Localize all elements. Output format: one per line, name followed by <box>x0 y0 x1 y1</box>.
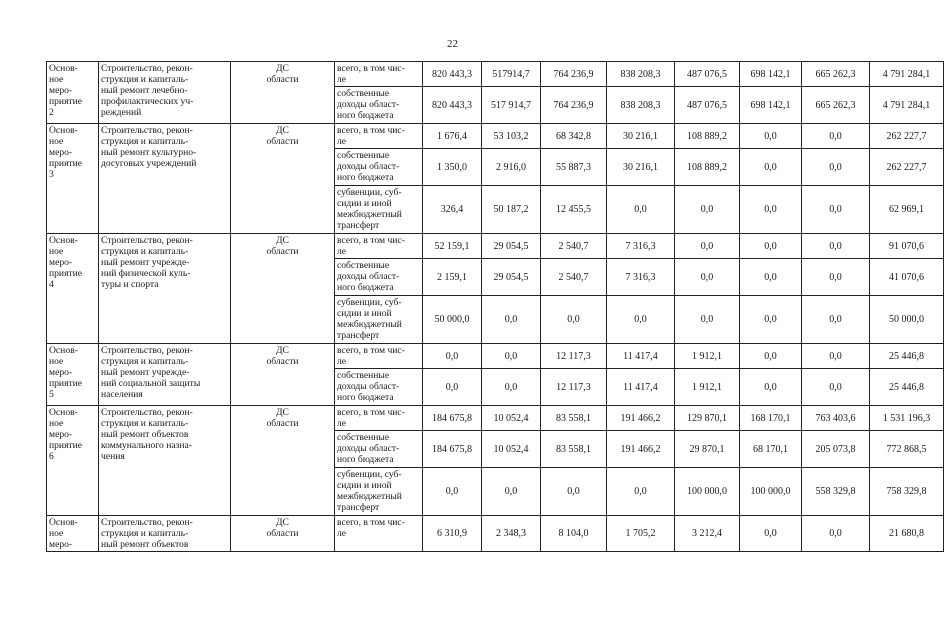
amount-cell: 91 070,6 <box>870 234 944 259</box>
amount-cell: 0,0 <box>740 369 802 406</box>
amount-cell: 758 329,8 <box>870 468 944 516</box>
funding-type-cell: собственные доходы област- ного бюджета <box>335 431 423 468</box>
amount-cell: 100 000,0 <box>675 468 740 516</box>
amount-cell: 11 417,4 <box>607 369 675 406</box>
amount-cell: 764 236,9 <box>541 87 607 124</box>
funding-type-cell: собственные доходы област- ного бюджета <box>335 369 423 406</box>
table-row <box>47 406 944 431</box>
budget-table <box>46 61 944 552</box>
amount-cell: 29 054,5 <box>482 259 541 296</box>
funding-type-cell: субвенции, суб- сидии и иной межбюджетный трансферт <box>335 186 423 234</box>
amount-cell: 11 417,4 <box>607 344 675 369</box>
activity-cell: Основ- ное меро- приятие 4 <box>47 234 99 344</box>
amount-cell: 1 912,1 <box>675 369 740 406</box>
amount-cell: 2 540,7 <box>541 234 607 259</box>
amount-cell: 68 342,8 <box>541 124 607 149</box>
activity-name-cell: Строительство, рекон- струкция и капиталь- ный ремонт учрежде- ний физической куль- туры и спорта <box>99 234 231 344</box>
amount-cell: 100 000,0 <box>740 468 802 516</box>
amount-cell: 3 212,4 <box>675 516 740 552</box>
amount-cell: 0,0 <box>802 259 870 296</box>
amount-cell: 0,0 <box>423 344 482 369</box>
amount-cell: 205 073,8 <box>802 431 870 468</box>
amount-cell: 487 076,5 <box>675 87 740 124</box>
amount-cell: 262 227,7 <box>870 149 944 186</box>
amount-cell: 55 887,3 <box>541 149 607 186</box>
amount-cell: 0,0 <box>740 516 802 552</box>
funding-type-cell: всего, в том чис- ле <box>335 516 423 552</box>
amount-cell: 838 208,3 <box>607 87 675 124</box>
amount-cell: 83 558,1 <box>541 431 607 468</box>
amount-cell: 517 914,7 <box>482 87 541 124</box>
amount-cell: 25 446,8 <box>870 369 944 406</box>
amount-cell: 108 889,2 <box>675 124 740 149</box>
amount-cell: 772 868,5 <box>870 431 944 468</box>
funding-type-cell: всего, в том чис- ле <box>335 406 423 431</box>
activity-name-cell: Строительство, рекон- струкция и капиталь- ный ремонт культурно- досуговых учреждений <box>99 124 231 234</box>
funding-source-cell: ДС области <box>231 62 335 124</box>
amount-cell: 0,0 <box>802 186 870 234</box>
amount-cell: 0,0 <box>675 259 740 296</box>
amount-cell: 4 791 284,1 <box>870 87 944 124</box>
funding-type-cell: субвенции, суб- сидии и иной межбюджетный трансферт <box>335 468 423 516</box>
amount-cell: 0,0 <box>423 468 482 516</box>
amount-cell: 1 350,0 <box>423 149 482 186</box>
amount-cell: 12 455,5 <box>541 186 607 234</box>
amount-cell: 30 216,1 <box>607 124 675 149</box>
amount-cell: 665 262,3 <box>802 62 870 87</box>
funding-type-cell: собственные доходы област- ного бюджета <box>335 149 423 186</box>
amount-cell: 0,0 <box>740 124 802 149</box>
amount-cell: 0,0 <box>482 468 541 516</box>
amount-cell: 0,0 <box>802 124 870 149</box>
amount-cell: 1 676,4 <box>423 124 482 149</box>
amount-cell: 0,0 <box>482 296 541 344</box>
amount-cell: 10 052,4 <box>482 406 541 431</box>
amount-cell: 0,0 <box>740 259 802 296</box>
amount-cell: 191 466,2 <box>607 431 675 468</box>
amount-cell: 168 170,1 <box>740 406 802 431</box>
amount-cell: 0,0 <box>740 234 802 259</box>
amount-cell: 10 052,4 <box>482 431 541 468</box>
table-row <box>47 124 944 149</box>
amount-cell: 0,0 <box>740 296 802 344</box>
amount-cell: 1 705,2 <box>607 516 675 552</box>
amount-cell: 83 558,1 <box>541 406 607 431</box>
amount-cell: 2 916,0 <box>482 149 541 186</box>
amount-cell: 184 675,8 <box>423 431 482 468</box>
amount-cell: 262 227,7 <box>870 124 944 149</box>
amount-cell: 2 348,3 <box>482 516 541 552</box>
amount-cell: 698 142,1 <box>740 87 802 124</box>
amount-cell: 108 889,2 <box>675 149 740 186</box>
funding-type-cell: собственные доходы област- ного бюджета <box>335 259 423 296</box>
amount-cell: 4 791 284,1 <box>870 62 944 87</box>
amount-cell: 29 054,5 <box>482 234 541 259</box>
amount-cell: 25 446,8 <box>870 344 944 369</box>
amount-cell: 0,0 <box>740 186 802 234</box>
amount-cell: 0,0 <box>423 369 482 406</box>
activity-cell: Основ- ное меро- приятие 3 <box>47 124 99 234</box>
amount-cell: 665 262,3 <box>802 87 870 124</box>
amount-cell: 50 000,0 <box>870 296 944 344</box>
amount-cell: 0,0 <box>802 344 870 369</box>
amount-cell: 41 070,6 <box>870 259 944 296</box>
page-number: 22 <box>447 38 458 50</box>
funding-source-cell: ДС области <box>231 234 335 344</box>
amount-cell: 763 403,6 <box>802 406 870 431</box>
amount-cell: 6 310,9 <box>423 516 482 552</box>
funding-source-cell: ДС области <box>231 406 335 516</box>
activity-cell: Основ- ное меро- приятие 5 <box>47 344 99 406</box>
activity-name-cell: Строительство, рекон- струкция и капиталь- ный ремонт объектов коммунального назна- чения <box>99 406 231 516</box>
funding-type-cell: всего, в том чис- ле <box>335 344 423 369</box>
amount-cell: 12 117,3 <box>541 369 607 406</box>
funding-type-cell: субвенции, суб- сидии и иной межбюджетный трансферт <box>335 296 423 344</box>
amount-cell: 0,0 <box>802 296 870 344</box>
amount-cell: 184 675,8 <box>423 406 482 431</box>
amount-cell: 764 236,9 <box>541 62 607 87</box>
table-row <box>47 516 944 552</box>
amount-cell: 0,0 <box>675 296 740 344</box>
amount-cell: 326,4 <box>423 186 482 234</box>
amount-cell: 0,0 <box>675 186 740 234</box>
amount-cell: 12 117,3 <box>541 344 607 369</box>
amount-cell: 0,0 <box>541 296 607 344</box>
amount-cell: 820 443,3 <box>423 62 482 87</box>
activity-cell: Основ- ное меро- <box>47 516 99 552</box>
amount-cell: 0,0 <box>675 234 740 259</box>
funding-source-cell: ДС области <box>231 516 335 552</box>
amount-cell: 62 969,1 <box>870 186 944 234</box>
amount-cell: 0,0 <box>740 149 802 186</box>
table-row <box>47 62 944 87</box>
amount-cell: 0,0 <box>802 369 870 406</box>
amount-cell: 0,0 <box>482 344 541 369</box>
amount-cell: 30 216,1 <box>607 149 675 186</box>
activity-cell: Основ- ное меро- приятие 2 <box>47 62 99 124</box>
funding-source-cell: ДС области <box>231 344 335 406</box>
amount-cell: 1 531 196,3 <box>870 406 944 431</box>
table-row <box>47 344 944 369</box>
amount-cell: 191 466,2 <box>607 406 675 431</box>
amount-cell: 129 870,1 <box>675 406 740 431</box>
amount-cell: 0,0 <box>740 344 802 369</box>
amount-cell: 2 159,1 <box>423 259 482 296</box>
funding-type-cell: всего, в том чис- ле <box>335 234 423 259</box>
amount-cell: 52 159,1 <box>423 234 482 259</box>
amount-cell: 0,0 <box>802 234 870 259</box>
amount-cell: 0,0 <box>541 468 607 516</box>
amount-cell: 8 104,0 <box>541 516 607 552</box>
amount-cell: 53 103,2 <box>482 124 541 149</box>
activity-cell: Основ- ное меро- приятие 6 <box>47 406 99 516</box>
funding-type-cell: собственные доходы област- ного бюджета <box>335 87 423 124</box>
amount-cell: 0,0 <box>802 149 870 186</box>
amount-cell: 7 316,3 <box>607 234 675 259</box>
amount-cell: 838 208,3 <box>607 62 675 87</box>
amount-cell: 0,0 <box>607 296 675 344</box>
amount-cell: 68 170,1 <box>740 431 802 468</box>
amount-cell: 487 076,5 <box>675 62 740 87</box>
activity-name-cell: Строительство, рекон- струкция и капиталь- ный ремонт лечебно- профилактических уч- реждений <box>99 62 231 124</box>
amount-cell: 0,0 <box>482 369 541 406</box>
table-row <box>47 234 944 259</box>
amount-cell: 50 187,2 <box>482 186 541 234</box>
amount-cell: 21 680,8 <box>870 516 944 552</box>
amount-cell: 0,0 <box>802 516 870 552</box>
amount-cell: 29 870,1 <box>675 431 740 468</box>
activity-name-cell: Строительство, рекон- струкция и капиталь- ный ремонт учрежде- ний социальной защиты населения <box>99 344 231 406</box>
activity-name-cell: Строительство, рекон- струкция и капиталь- ный ремонт объектов <box>99 516 231 552</box>
amount-cell: 517914,7 <box>482 62 541 87</box>
funding-source-cell: ДС области <box>231 124 335 234</box>
amount-cell: 2 540,7 <box>541 259 607 296</box>
amount-cell: 558 329,8 <box>802 468 870 516</box>
amount-cell: 698 142,1 <box>740 62 802 87</box>
amount-cell: 50 000,0 <box>423 296 482 344</box>
amount-cell: 0,0 <box>607 468 675 516</box>
amount-cell: 0,0 <box>607 186 675 234</box>
amount-cell: 1 912,1 <box>675 344 740 369</box>
funding-type-cell: всего, в том чис- ле <box>335 124 423 149</box>
amount-cell: 820 443,3 <box>423 87 482 124</box>
funding-type-cell: всего, в том чис- ле <box>335 62 423 87</box>
amount-cell: 7 316,3 <box>607 259 675 296</box>
